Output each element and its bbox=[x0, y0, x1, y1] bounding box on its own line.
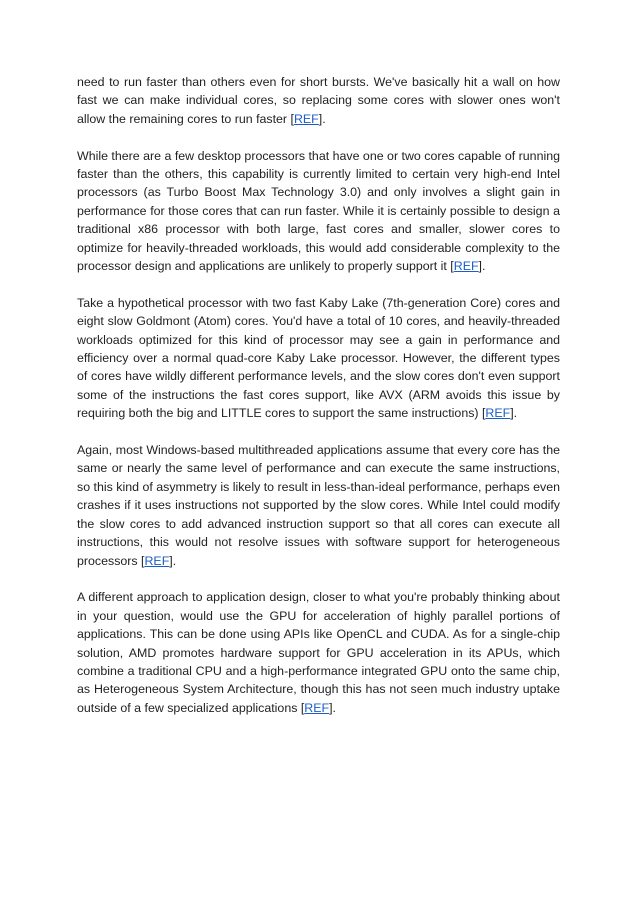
paragraph-text: While there are a few desktop processors that have one or two cores capable of running faster than the others, this capability is currently limited to certain very high-end Intel processors (as Turbo Boost Max Technology 3.0) and only involves a slight gain in performance for those cores that can run faster. While it is certainly possible to design a traditional x86 processor with both large, fast cores and smaller, slower cores to optimize for heavily-threaded workloads, this would add considerable complexity to the processor design and applications are unlikely to properly support it [ bbox=[77, 148, 560, 274]
paragraph-4 bbox=[77, 441, 560, 570]
paragraph-5 bbox=[77, 588, 560, 717]
paragraph-tail: ]. bbox=[478, 259, 486, 274]
ref-link[interactable]: REF bbox=[144, 553, 170, 568]
ref-link[interactable]: REF bbox=[485, 406, 511, 421]
paragraph-text: A different approach to application design, closer to what you're probably thinking about in your question, would use the GPU for acceleration of highly parallel portions of applications. This can be done using APIs like OpenCL and CUDA. As for a single-chip solution, AMD promotes hardware support for GPU acceleration in its APUs, which combine a traditional CPU and a high-performance integrated GPU onto the same chip, as Heterogeneous System Architecture, though this has not seen much industry uptake outside of a few specialized applications [ bbox=[77, 590, 560, 715]
ref-link[interactable]: REF bbox=[293, 111, 319, 126]
paragraph-tail: ]. bbox=[169, 553, 177, 568]
paragraph-text: need to run faster than others even for short bursts. We've basically hit a wall on how fast we can make individual cores, so replacing some cores with slower ones won't allow the remaining cores to run faster [ bbox=[77, 75, 560, 126]
ref-link[interactable]: REF bbox=[304, 700, 330, 715]
paragraph-1 bbox=[77, 73, 560, 128]
ref-link[interactable]: REF bbox=[453, 259, 479, 274]
document-body bbox=[77, 73, 560, 736]
paragraph-3 bbox=[77, 294, 560, 423]
paragraph-tail: ]. bbox=[510, 406, 518, 421]
paragraph-text: Take a hypothetical processor with two fast Kaby Lake (7th-generation Core) cores and eight slow Goldmont (Atom) cores. You'd have a total of 10 cores, and heavily-threaded workloads optimized for this kind of processor may see a gain in performance and efficiency over a normal quad-core Kaby Lake processor. However, the different types of cores have wildly different performance levels, and the slow cores don't even support some of the instructions the fast cores support, like AVX (ARM avoids this issue by requiring both the big and LITTLE cores to support the same instructions) [ bbox=[77, 295, 560, 421]
paragraph-tail: ]. bbox=[329, 700, 336, 715]
paragraph-2 bbox=[77, 147, 560, 276]
paragraph-tail: ]. bbox=[318, 111, 326, 126]
paragraph-text: Again, most Windows-based multithreaded applications assume that every core has the same or nearly the same level of performance and can execute the same instructions, so this kind of asymmetry is likely to result in less-than-ideal performance, perhaps even crashes if it uses instructions not supported by the slow cores. While Intel could modify the slow cores to add advanced instruction support so that all cores can execute all instructions, this would not resolve issues with software support for heterogeneous processors [ bbox=[77, 443, 560, 568]
